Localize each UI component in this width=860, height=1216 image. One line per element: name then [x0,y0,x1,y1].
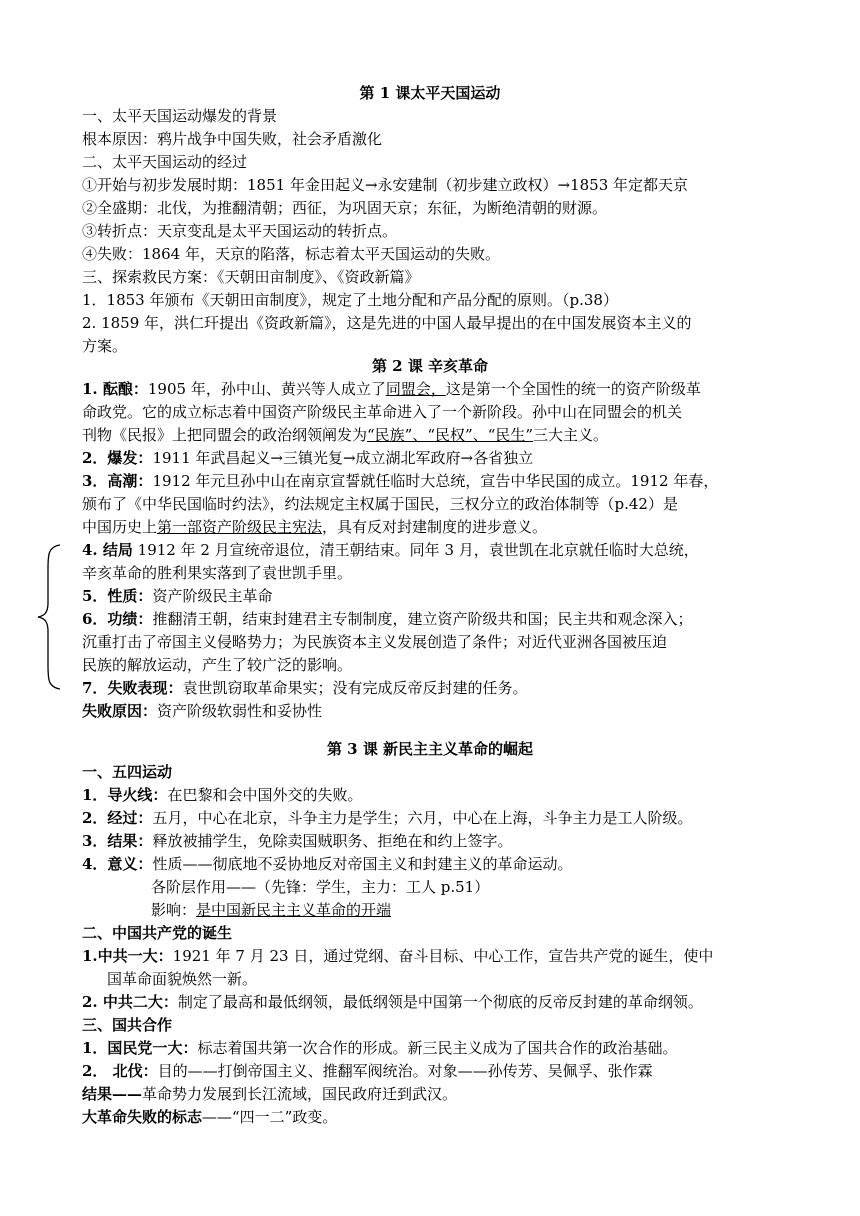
lesson2-item4: 4. 结局 1912 年 2 月宣统帝退位，清王朝结束。同年 3 月，袁世凯在北京就任临时大总统， [82,541,699,559]
lesson2-item3-cont1: 颁布了《中华民国临时约法》，约法规定主权属于国民，三权分立的政治体制等（p.42）是 [82,495,678,513]
lesson3-item-c1: 1．国民党一大：标志着国共第一次合作的形成。新三民主义成为了国共合作的政治基础。 [82,1039,678,1057]
lesson1-item2-cont: 方案。 [82,337,128,355]
lesson3-item-a4-roles: 各阶层作用——（先锋：学生，主力：工人 p.51） [151,878,490,896]
lesson3-item-b1: 1.中共一大：1921 年 7 月 23 日，通过党纲、奋斗目标、中心工作，宣告共产党的诞生，使中 [82,947,714,965]
lesson2-item1-cont1: 命政党。它的成立标志着中国资产阶级民主革命进入了一个新阶段。孙中山在同盟会的机关 [82,403,683,421]
lesson2-item4-cont: 辛亥革命的胜利果实落到了袁世凯手里。 [82,564,353,582]
lesson2-item7: 7．失败表现：袁世凯窃取革命果实；没有完成反帝反封建的任务。 [82,679,528,697]
lesson3-section3-heading: 三、国共合作 [82,1016,173,1034]
lesson1-item2: 2. 1859 年，洪仁玕提出《资政新篇》，这是先进的中国人最早提出的在中国发展资本主义的 [82,314,692,332]
lesson3-item-c3: 结果——革命势力发展到长江流域，国民政府迁到武汉。 [82,1085,458,1103]
lesson1-phase3: ③转折点：天京变乱是太平天国运动的转折点。 [82,222,398,240]
lesson1-section1-heading: 一、太平天国运动爆发的背景 [82,107,278,125]
lesson2-item1-cont2: 刊物《民报》上把同盟会的政治纲领阐发为“民族”、“民权”、“民生”三大主义。 [82,426,609,444]
lesson2-item5: 5．性质：资产阶级民主革命 [82,587,273,605]
lesson2-item6-cont1: 沉重打击了帝国主义侵略势力；为民族资本主义发展创造了条件；对近代亚洲各国被压迫 [82,633,668,651]
lesson3-item-b2: 2. 中共二大：制定了最高和最低纲领，最低纲领是中国第一个彻底的反帝反封建的革命纲领。 [82,993,703,1011]
lesson3-item-c2: 2． 北伐：目的——打倒帝国主义、推翻军阀统治。对象——孙传芳、吴佩孚、张作霖 [82,1062,653,1080]
lesson2-failure-cause: 失败原因：资产阶级软弱性和妥协性 [82,702,323,720]
lesson2-item6-cont2: 民族的解放运动，产生了较广泛的影响。 [82,656,353,674]
lesson3-item-a4-impact: 影响：是中国新民主主义革命的开端 [151,901,392,919]
lesson1-section3-heading: 三、探索救民方案：《天朝田亩制度》、《资政新篇》 [82,268,420,286]
lesson3-item-a4: 4．意义：性质——彻底地不妥协地反对帝国主义和封建主义的革命运动。 [82,855,573,873]
lesson2-item3: 3．高潮：1912 年元旦孙中山在南京宣誓就任临时大总统，宣告中华民国的成立。1912 年春， [82,472,719,490]
lesson1-item1: 1．1853 年颁布《天朝田亩制度》，规定了土地分配和产品分配的原则。（p.38） [82,291,618,309]
lesson1-phase4: ④失败：1864 年，天京的陷落，标志着太平天国运动的失败。 [82,245,500,263]
lesson2-item6: 6．功绩：推翻清王朝，结束封建君主专制制度，建立资产阶级共和国；民主共和观念深入； [82,610,693,628]
lesson2-item3-cont2: 中国历史上第一部资产阶级民主宪法，具有反对封建制度的进步意义。 [82,518,548,536]
lesson2-item1: 1. 酝酿：1905 年，孙中山、黄兴等人成立了同盟会，这是第一个全国性的统一的资产阶级革 [82,380,701,398]
lesson3-item-a3: 3．结果：释放被捕学生，免除卖国贼职务、拒绝在和约上签字。 [82,832,513,850]
lesson1-root-cause: 根本原因：鸦片战争中国失败，社会矛盾激化 [82,130,383,148]
lesson3-item-a2: 2．经过：五月，中心在北京，斗争主力是学生；六月，中心在上海，斗争主力是工人阶级。 [82,809,693,827]
lesson3-section2-heading: 二、中国共产党的诞生 [82,924,233,942]
lesson1-section2-heading: 二、太平天国运动的经过 [82,153,248,171]
curly-brace-icon [36,543,62,691]
lesson3-title: 第 3 课 新民主主义革命的崛起 [326,740,534,758]
lesson1-title: 第 1 课太平天国运动 [359,84,501,102]
lesson3-item-c4: 大革命失败的标志——“四一二”政变。 [82,1108,338,1126]
lesson3-item-a1: 1．导火线：在巴黎和会中国外交的失败。 [82,786,363,804]
lesson3-item-b1-cont: 国革命面貌焕然一新。 [107,970,258,988]
lesson1-phase2: ②全盛期：北伐，为推翻清朝；西征，为巩固天京；东征，为断绝清朝的财源。 [82,199,608,217]
lesson3-section1-heading: 一、五四运动 [82,763,173,781]
lesson1-phase1: ①开始与初步发展时期：1851 年金田起义→永安建制（初步建立政权）→1853 年定都天京 [82,176,689,194]
lesson2-item2: 2．爆发：1911 年武昌起义→三镇光复→成立湖北军政府→各省独立 [82,449,534,467]
lesson2-title: 第 2 课 辛亥革命 [371,357,489,375]
